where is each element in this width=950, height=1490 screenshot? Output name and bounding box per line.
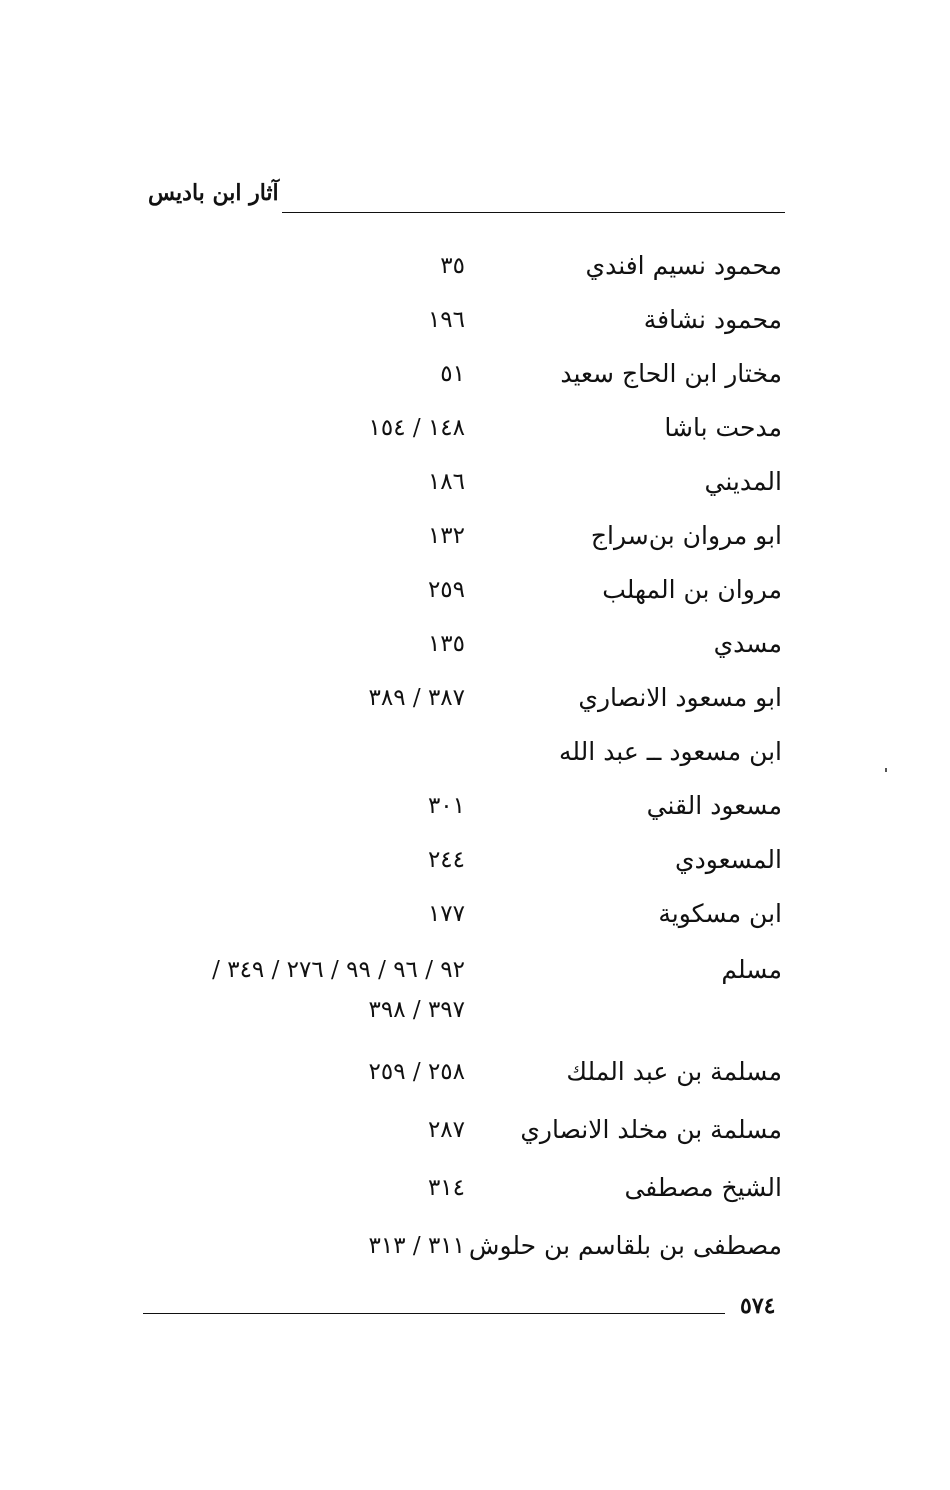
index-entry	[0, 462, 950, 516]
entry-pages: ١٧٧	[427, 901, 465, 927]
entry-name: محمود نسيم افندي	[585, 251, 782, 280]
index-entry	[0, 786, 950, 840]
entry-name: مسلمة بن مخلد الانصاري	[520, 1115, 782, 1144]
entry-pages-line: ٩٢ / ٩٦ / ٩٩ / ٢٧٦ / ٣٤٩ /	[212, 957, 465, 983]
entry-pages: ١٣٥	[427, 631, 465, 657]
index-entry	[0, 732, 950, 786]
index-entry	[0, 246, 950, 300]
entry-name: الشيخ مصطفى	[624, 1173, 782, 1202]
entry-pages: ٢٨٧	[427, 1117, 465, 1143]
index-entry	[0, 894, 950, 948]
entry-name: مسدي	[713, 629, 782, 658]
index-entry	[0, 516, 950, 570]
entry-pages: ٣١٤	[427, 1175, 465, 1201]
entry-name: ابو مسعود الانصاري	[578, 683, 782, 712]
entry-pages-line: ٣٩٧ / ٣٩٨	[368, 997, 465, 1023]
entry-pages: ٢٥٨ / ٢٥٩	[368, 1059, 465, 1085]
entry-name: المديني	[704, 467, 782, 496]
index-entry	[0, 1110, 950, 1164]
entry-pages: ٣٠١	[427, 793, 465, 819]
entry-name: المسعودي	[675, 845, 782, 874]
footer-rule	[143, 1313, 725, 1314]
entry-pages: ٣١١ / ٣١٣	[368, 1233, 465, 1259]
entry-name: ابن مسعود ــ عبد الله	[559, 737, 782, 766]
entry-name: ابو مروان بن‌سراج	[590, 521, 782, 550]
entry-name: مسعود القني	[646, 791, 782, 820]
entry-name: مدحت باشا	[664, 413, 782, 442]
entry-pages	[125, 950, 465, 1030]
entry-pages: ٣٨٧ / ٣٨٩	[368, 685, 465, 711]
index-entry	[0, 840, 950, 894]
entry-pages: ١٣٢	[427, 523, 465, 549]
scan-speck	[885, 768, 887, 772]
entry-pages: ٢٥٩	[427, 577, 465, 603]
index-entry	[0, 354, 950, 408]
entry-pages: ٣٥	[440, 253, 465, 279]
index-entry	[0, 624, 950, 678]
entry-name: محمود نشافة	[643, 305, 782, 334]
index-entry	[0, 300, 950, 354]
index-entry	[0, 950, 950, 1040]
entry-name: مختار ابن الحاج سعيد	[560, 359, 782, 388]
entry-pages: ١٤٨ / ١٥٤	[368, 415, 465, 441]
entry-name: مسلم	[721, 955, 782, 984]
entry-name: ابن مسكوية	[658, 899, 782, 928]
running-header-title: آثار ابن باديس	[148, 180, 279, 206]
page-number: ٥٧٤	[740, 1293, 776, 1319]
entry-pages: ١٩٦	[427, 307, 465, 333]
entry-name: مروان بن المهلب	[602, 575, 782, 604]
index-entry	[0, 1226, 950, 1280]
entry-name: مسلمة بن عبد الملك	[566, 1057, 782, 1086]
index-entry	[0, 1052, 950, 1106]
entry-pages: ١٨٦	[427, 469, 465, 495]
index-entry	[0, 570, 950, 624]
index-entry	[0, 678, 950, 732]
index-entry	[0, 1168, 950, 1222]
entry-pages: ٢٤٤	[427, 847, 465, 873]
entry-pages: ٥١	[440, 361, 465, 387]
index-entry	[0, 408, 950, 462]
entry-name: مصطفى بن بلقاسم بن حلوش	[468, 1231, 782, 1260]
